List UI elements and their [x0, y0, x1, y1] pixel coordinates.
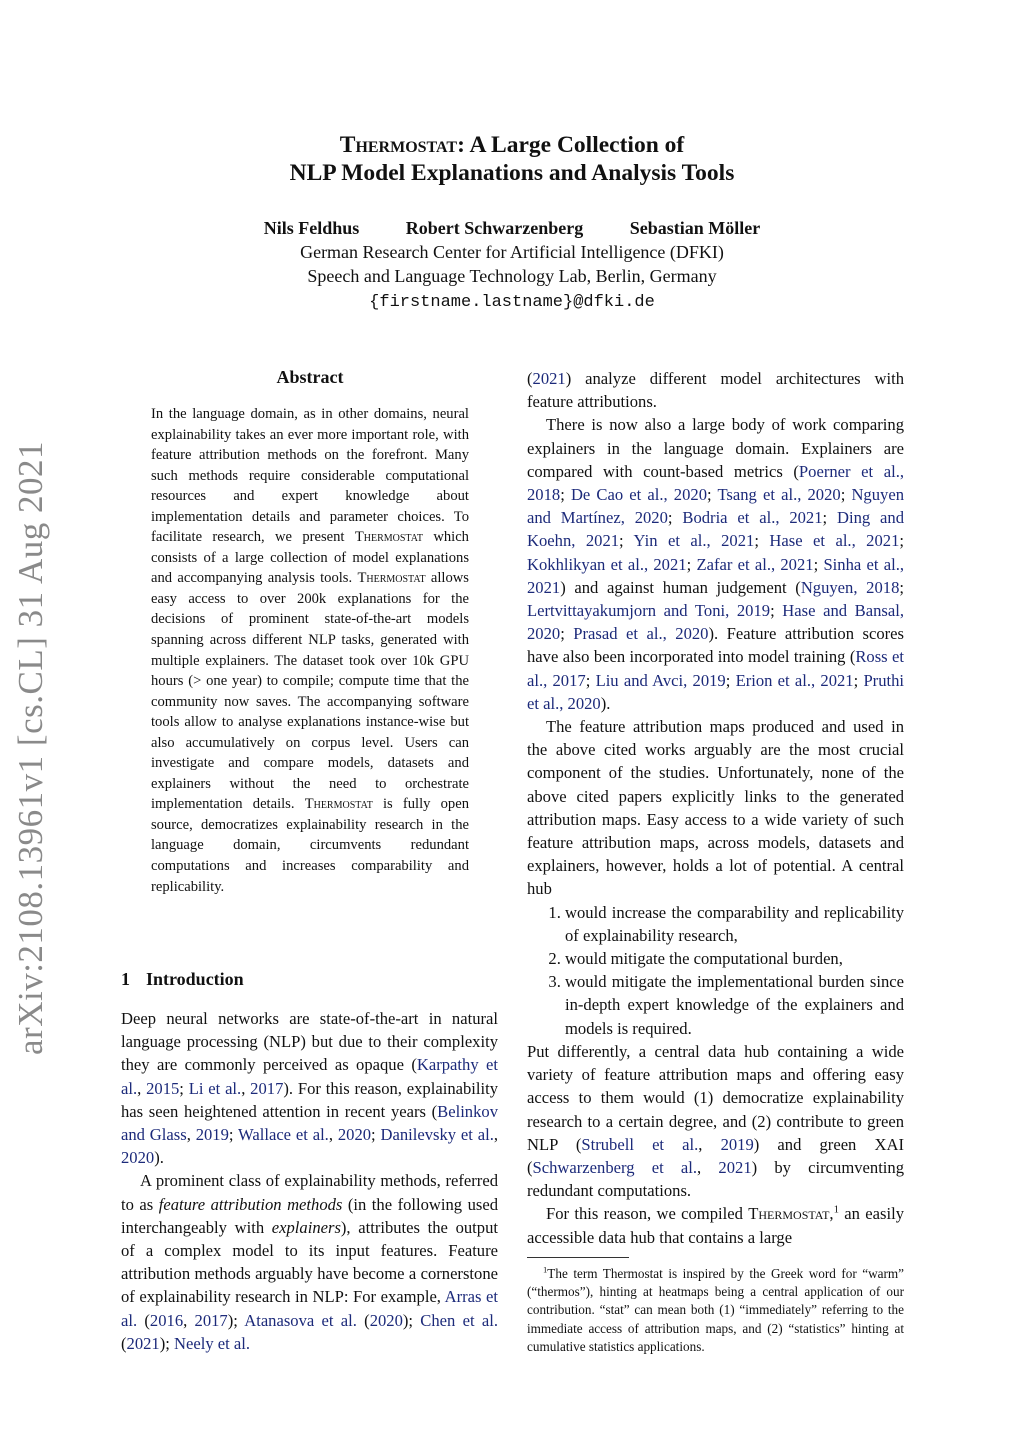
citation-link[interactable]: Tsang et al., 2020: [717, 485, 841, 505]
citation-link[interactable]: Neely et al.: [174, 1333, 251, 1353]
citation-link[interactable]: 2020: [121, 1148, 155, 1168]
title-line-2: NLP Model Explanations and Analysis Tools: [289, 160, 735, 186]
system-name: Thermostat: [748, 1204, 830, 1224]
email: {firstname.lastname}@dfki.de: [369, 293, 655, 312]
citation-link[interactable]: 2015: [146, 1078, 180, 1098]
citation-link[interactable]: Erion et al., 2021: [735, 670, 854, 690]
intro-paragraph-4: The feature attribution maps produced and used in the above cited works arguably are the most crucial component of the studies. Unfortunately, none of the above cited papers explicitly links to the generated attribution maps. Easy access to a wide variety of such feature attribution maps, across models, datasets and explainers, however, holds a lot of potential. A central hub: [527, 717, 904, 899]
citation-link[interactable]: 2021: [718, 1157, 752, 1177]
citation-link[interactable]: Schwarzenberg et al.: [532, 1157, 698, 1177]
citation-link[interactable]: Nguyen and Martínez, 2020: [527, 485, 904, 528]
section-heading: [121, 969, 244, 990]
abstract-body: [151, 404, 469, 897]
footnote: [527, 1265, 904, 1356]
title-system-name: Thermostat: [339, 132, 458, 158]
benefit-list: [527, 901, 904, 1040]
author-list: [112, 218, 912, 239]
citation-link[interactable]: 2019: [720, 1134, 754, 1154]
citation-link[interactable]: Liu and Avci, 2019: [595, 670, 726, 690]
section-number: 1: [121, 969, 130, 989]
citation-link[interactable]: Arras et al.: [121, 1287, 499, 1330]
citation-link[interactable]: Poerner et al., 2018: [527, 461, 904, 505]
footnote-number: 1: [543, 1264, 548, 1275]
abstract-system-name: Thermostat: [354, 529, 423, 546]
citation-link[interactable]: Hase and Bansal, 2020: [527, 601, 904, 644]
title-line-1: : A Large Collection of: [457, 132, 685, 158]
abstract-text: which consists of a large collection of model explanations and accompanying analysis tools.: [151, 529, 469, 587]
lab: Speech and Language Technology Lab, Berlin, Germany: [307, 266, 717, 286]
intro-paragraph-6: For this reason, we compiled Thermostat,$^1$ an easily accessible data hub that contains a large: [527, 1203, 904, 1247]
citation-link[interactable]: 2019: [195, 1125, 229, 1145]
abstract-system-name: Thermostat: [357, 570, 426, 587]
citation-link[interactable]: Sinha et al., 2021: [527, 554, 904, 597]
citation-link[interactable]: 2017: [194, 1310, 228, 1330]
author-1: Nils Feldhus: [263, 218, 360, 238]
affiliation: German Research Center for Artificial Intelligence (DFKI): [300, 242, 724, 262]
citation-link[interactable]: Strubell et al.: [581, 1134, 699, 1154]
citation-link[interactable]: Li et al.: [188, 1078, 242, 1098]
citation-link[interactable]: Pruthi et al., 2020: [527, 670, 905, 713]
citation-link[interactable]: 2021: [126, 1333, 160, 1353]
intro-paragraph-2: A prominent class of explainability methods, referred to as feature attribution methods (in the following used interchangeably with explainers), attributes the output of a complex model to its input features. Feature attribution methods arguably have become a cornerstone of explainability research in NLP: For example, Arras et al. (2016, 2017); Atanasova et al. (2020); Chen et al. (2021); Neely et al.: [121, 1171, 499, 1353]
citation-link[interactable]: Prasad et al., 2020: [573, 624, 709, 644]
intro-paragraph-1: Deep neural networks are state-of-the-art in natural language processing (NLP) but due to their complexity they are commonly perceived as opaque (Karpathy et al., 2015; Li et al., 2017). For this reason, explainability has seen heightened attention in recent years (Belinkov and Glass, 2019; Wallace et al., 2020; Danilevsky et al., 2020).: [121, 1009, 499, 1168]
footnote-rule: [527, 1257, 629, 1258]
paper-title: [112, 131, 912, 187]
citation-link[interactable]: Yin et al., 2021: [633, 531, 755, 551]
citation-link[interactable]: Zafar et al., 2021: [696, 554, 814, 574]
citation-link[interactable]: Ross et al., 2017: [527, 647, 904, 690]
citation-link[interactable]: 2017: [250, 1078, 284, 1098]
citation-link[interactable]: Lertvittayakumjorn and Toni, 2019: [527, 601, 771, 621]
citation-link[interactable]: Nguyen, 2018: [800, 577, 900, 597]
arxiv-sidebar: [0, 438, 62, 1058]
list-item: 2. would mitigate the computational burden,: [565, 947, 904, 970]
author-3: Sebastian Möller: [629, 218, 761, 238]
citation-link[interactable]: Wallace et al.: [238, 1125, 329, 1145]
citation-link[interactable]: Kokhlikyan et al., 2021: [527, 554, 687, 574]
intro-paragraph-2-cont: (2021) analyze different model architectures with feature attributions.: [527, 369, 904, 412]
intro-paragraph-3: There is now also a large body of work comparing explainers in the language domain. Explainers are compared with count-based metrics (Poerner et al., 2018; De Cao et al., 2020; Tsang et al., 2020; Nguyen and Martínez, 2020; Bodria et al., 2021; Ding and Koehn, 2021; Yin et al., 2021; Hase et al., 2021; Kokhlikyan et al., 2021; Zafar et al., 2021; Sinha et al., 2021) and against human judgement (Nguyen, 2018; Lertvittayakumjorn and Toni, 2019; Hase and Bansal, 2020; Prasad et al., 2020). Feature attribution scores have also been incorporated into model training (Ross et al., 2017; Liu and Avci, 2019; Erion et al., 2021; Pruthi et al., 2020).: [527, 415, 905, 713]
abstract-system-name: Thermostat: [304, 796, 373, 813]
citation-link[interactable]: Atanasova et al.: [244, 1310, 357, 1330]
abstract-heading: Abstract: [276, 367, 344, 387]
citation-link[interactable]: Belinkov and Glass: [121, 1101, 498, 1145]
citation-link[interactable]: Karpathy et al.: [121, 1055, 498, 1098]
citation-link[interactable]: 2021: [532, 369, 566, 388]
citation-link[interactable]: 2020: [369, 1310, 403, 1330]
citation-link[interactable]: 2016: [149, 1310, 184, 1330]
citation-link[interactable]: Bodria et al., 2021: [682, 508, 823, 528]
abstract-text: In the language domain, as in other domains, neural explainability takes an ever more important role, with feature attribution methods on the forefront. Many such methods require considerable computational resources and expert knowledge about implementation details and parameter choices. To facilitate research, we present: [151, 406, 469, 546]
citation-link[interactable]: Ding and Koehn, 2021: [527, 508, 904, 551]
arxiv-identifier: arXiv:2108.13961v1 [cs.CL] 31 Aug 2021: [11, 441, 50, 1055]
citation-link[interactable]: Danilevsky et al.: [380, 1125, 494, 1145]
abstract-text: is fully open source, democratizes explainability research in the language domain, circumvents redundant computations and increases comparability and replicability.: [151, 796, 469, 895]
citation-link[interactable]: De Cao et al., 2020: [570, 485, 707, 505]
email-line: [112, 290, 912, 312]
citation-link[interactable]: 2020: [337, 1125, 372, 1145]
citation-link[interactable]: Hase et al., 2021: [769, 531, 900, 551]
footnote-text: The term Thermostat is inspired by the Greek word for “warm” (“thermos”), hinting at heatmaps being a central application of our contribution. “stat” can mean both (1) “immediately” referring to the immediate access of attribution maps, and (2) “statistics” hinting at cumulative statistics applications.: [527, 1266, 904, 1354]
abstract-text: allows easy access to over 200k explanations for the decisions of prominent state-of-the-art models spanning across different NLP tasks, generated with multiple explainers. The dataset took over 10k GPU hours (> one year) to compile; compute time that the community now saves. The accompanying software tools allow to analyse explanations instance-wise but also accumulatively on corpus level. Users can investigate and compare models, datasets and explainers without the need to orchestrate implementation details.: [151, 570, 469, 813]
citation-link[interactable]: Chen et al.: [420, 1310, 498, 1330]
footnote-marker[interactable]: 1: [833, 1203, 839, 1216]
left-column: [121, 1007, 498, 1355]
intro-paragraph-5: Put differently, a central data hub containing a wide variety of feature attribution maps and offering easy access to them would (1) democratize explainability research to a certain degree, and (2) contribute to green NLP (Strubell et al., 2019) and green XAI (Schwarzenberg et al., 2021) by circumventing redundant computations.: [527, 1041, 905, 1201]
list-item: 1. would increase the comparability and replicability of explainability research,: [565, 901, 904, 947]
right-column: [527, 367, 904, 1249]
list-item: 3. would mitigate the implementational burden since in-depth expert knowledge of the explainers and models is required.: [565, 970, 904, 1040]
section-title: Introduction: [146, 969, 244, 989]
author-2: Robert Schwarzenberg: [405, 218, 584, 238]
